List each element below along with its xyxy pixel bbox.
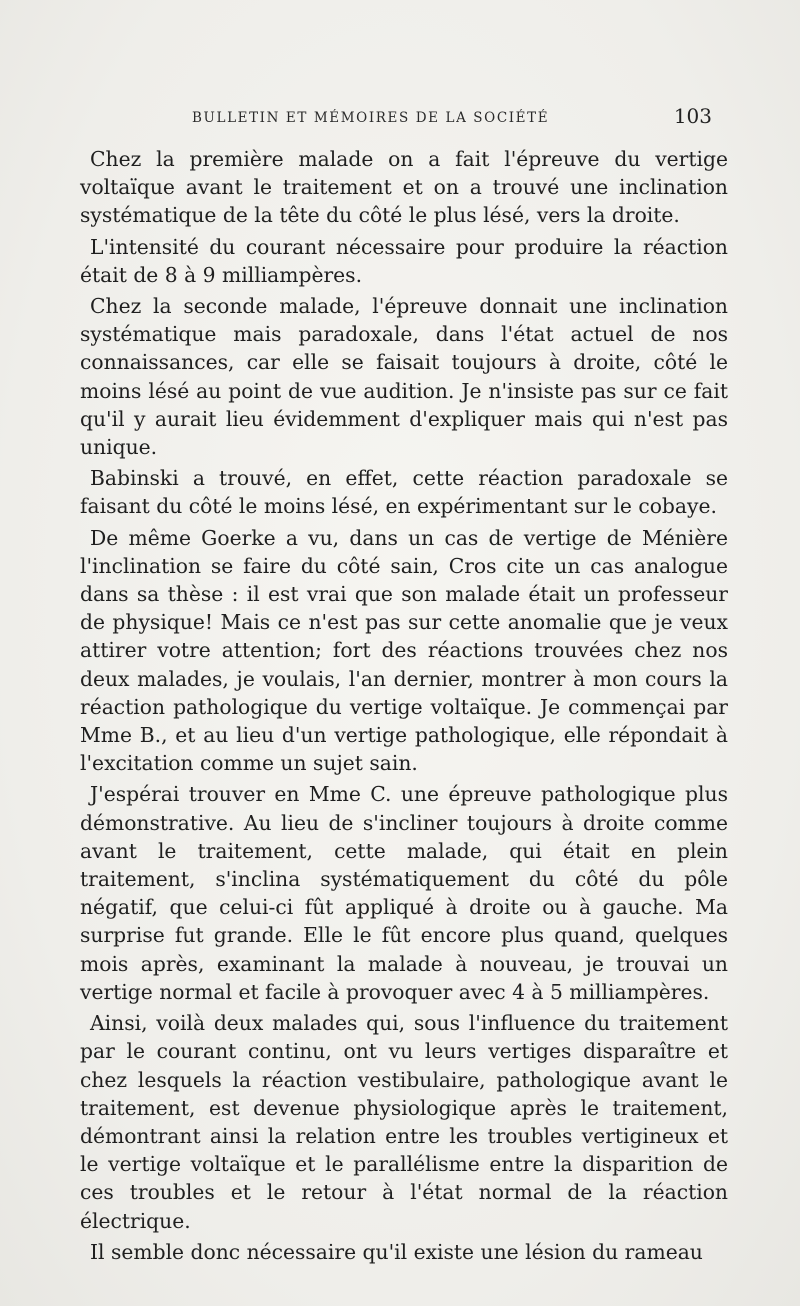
body-text [80, 145, 728, 1269]
paragraph: J'espérai trouver en Mme C. une épreuve pathologique plus démonstrative. Au lieu de s'incliner toujours à droite comme avant le traitement, cette malade, qui était en plein traitement, s'inclina systématiquement du côté du pôle négatif, que celui-ci fût appliqué à droite ou à gauche. Ma surprise fut grande. Elle le fût encore plus quand, quelques mois après, examinant la malade à nouveau, je trouvai un vertige normal et facile à provoquer avec 4 à 5 milliampères. [80, 782, 728, 1004]
paragraph: Chez la seconde malade, l'épreuve donnait une inclination systématique mais paradoxale, dans l'état actuel de nos connaissances, car elle se faisait toujours à droite, côté le moins lésé au point de vue audition. Je n'insiste pas sur ce fait qu'il y aurait lieu évidemment d'expliquer mais qui n'est pas unique. [80, 294, 728, 460]
paragraph: Il semble donc nécessaire qu'il existe une lésion du rameau [90, 1239, 703, 1264]
paragraph: Ainsi, voilà deux malades qui, sous l'influence du traitement par le courant continu, ont vu leurs vertiges disparaître et chez lesquels la réaction vestibulaire, pathologique avant le traitement, est devenue physiologique après le traitement, démontrant ainsi la relation entre les troubles vertigineux et le vertige voltaïque et le parallélisme entre la disparition de ces troubles et le retour à l'état normal de la réaction électrique. [80, 1011, 728, 1233]
page-number: 103 [673, 104, 712, 128]
page-header [80, 104, 712, 130]
paragraph: L'intensité du courant nécessaire pour produire la réaction était de 8 à 9 milliampères. [80, 234, 728, 287]
paragraph: Babinski a trouvé, en effet, cette réaction paradoxale se faisant du côté le moins lésé, en expérimentant sur le cobaye. [80, 466, 728, 519]
running-head: BULLETIN ET MÉMOIRES DE LA SOCIÉTÉ [192, 110, 550, 126]
paragraph: Chez la première malade on a fait l'épreuve du vertige voltaïque avant le traitement et on a trouvé une inclination systématique de la tête du côté le plus lésé, vers la droite. [80, 147, 728, 228]
paragraph: De même Goerke a vu, dans un cas de vertige de Ménière l'inclination se faire du côté sain, Cros cite un cas analogue dans sa thèse : il est vrai que son malade était un professeur de physique! Mais ce n'est pas sur cette anomalie que je veux attirer votre attention; fort des réactions trouvées chez nos deux malades, je voulais, l'an dernier, montrer à mon cours la réaction pathologique du vertige voltaïque. Je commençai par Mme B., et au lieu d'un vertige pathologique, elle répondait à l'excitation comme un sujet sain. [80, 525, 728, 776]
